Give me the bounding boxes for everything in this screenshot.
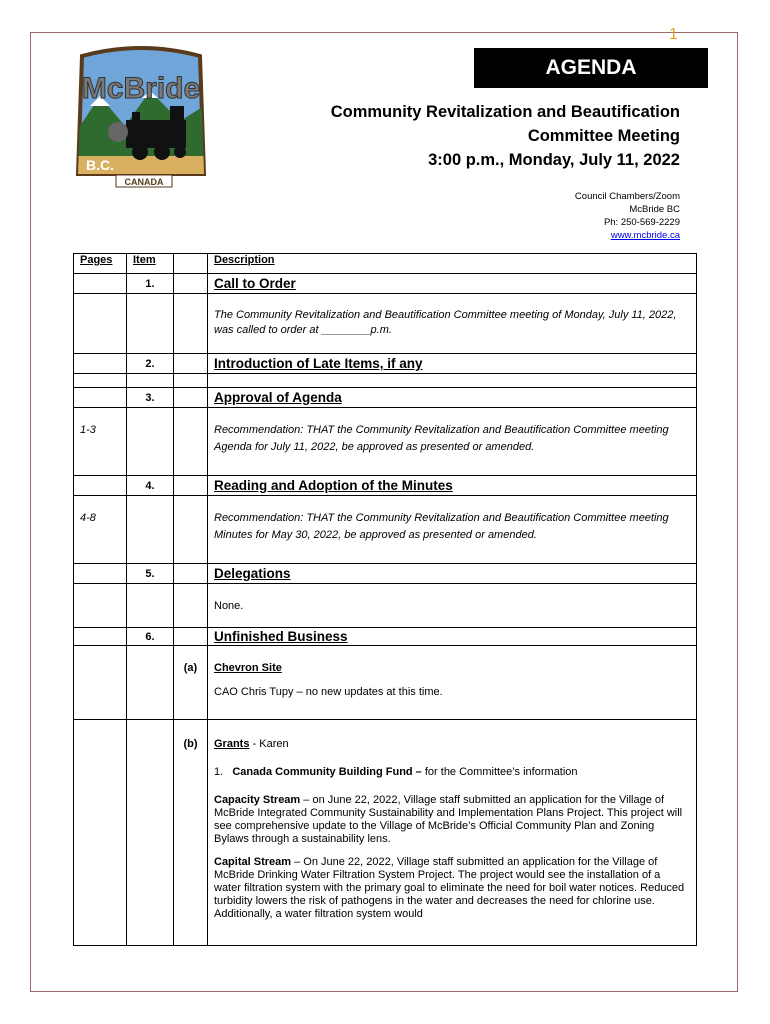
meeting-title: [331, 100, 680, 172]
header-item: Item: [127, 254, 174, 274]
table-row: [74, 354, 697, 374]
header-description: Description: [208, 254, 697, 274]
logo-country: CANADA: [124, 177, 164, 187]
section-title: Introduction of Late Items, if any: [208, 354, 697, 374]
header-sub: [174, 254, 208, 274]
item-number: 1.: [127, 274, 174, 294]
sub-item-title: Chevron Site: [214, 662, 282, 674]
table-header-row: [74, 254, 697, 274]
table-row: [74, 388, 697, 408]
table-row: [74, 476, 697, 496]
item-number: 6.: [127, 628, 174, 646]
contact-phone: Ph: 250-569-2229: [603, 217, 680, 228]
pages-ref: 1-3: [74, 408, 127, 476]
sub-item-label: (a): [174, 646, 208, 720]
list-item-text: for the Committee’s information: [421, 766, 578, 778]
capacity-stream-label: Capacity Stream: [214, 794, 301, 806]
title-line-2: Committee Meeting: [527, 127, 680, 145]
section-title: Reading and Adoption of the Minutes: [208, 476, 697, 496]
item-number: 5.: [127, 564, 174, 584]
contact-block: [575, 190, 680, 242]
table-row: [74, 496, 697, 564]
table-row: [74, 564, 697, 584]
section-title: Delegations: [208, 564, 697, 584]
agenda-banner: AGENDA: [474, 48, 708, 88]
sub-item-title: Grants: [214, 738, 250, 750]
table-row: [74, 408, 697, 476]
website-link[interactable]: www.mcbride.ca: [610, 230, 680, 241]
item-text: None.: [208, 584, 697, 628]
list-number: 1.: [214, 766, 224, 778]
item-text: Recommendation: THAT the Community Revitalization and Beautification Committee meeting Minutes for May 30, 2022, be approved as presented or amended.: [208, 496, 697, 564]
capital-stream-text: – On June 22, 2022, Village staff submitted an application for the Village of McBride Drinking Water Filtration System Project. The project would see the installation of a water filtration system with the primary goal to eliminate the need for boil water notices. Reduced turbidity lowers the risk of pathogens in the water and decreases the need for chlorine use. Additionally, a water filtration system would: [214, 856, 685, 920]
capital-stream-label: Capital Stream: [214, 856, 292, 868]
table-row: [74, 720, 697, 946]
item-text: Recommendation: THAT the Community Revitalization and Beautification Committee meeting Agenda for July 11, 2022, be approved as presented or amended.: [208, 408, 697, 476]
header-pages: Pages: [74, 254, 127, 274]
logo-province: B.C.: [86, 157, 114, 173]
logo-name: McBride: [81, 72, 201, 105]
table-row: [74, 374, 697, 388]
item-text: The Community Revitalization and Beautification Committee meeting of Monday, July 11, 2022, was called to order at ________p.m.: [208, 294, 697, 354]
sub-item-label: (b): [174, 720, 208, 946]
table-row: [74, 294, 697, 354]
section-title: Call to Order: [208, 274, 697, 294]
contact-town: McBride BC: [629, 204, 680, 215]
agenda-table: [73, 253, 697, 946]
pages-ref: 4-8: [74, 496, 127, 564]
section-title: Approval of Agenda: [208, 388, 697, 408]
contact-location: Council Chambers/Zoom: [574, 191, 680, 202]
table-row: [74, 646, 697, 720]
title-line-1: Community Revitalization and Beautification: [330, 103, 680, 121]
table-row: [74, 584, 697, 628]
sub-item-title-suffix: - Karen: [249, 738, 289, 750]
table-row: [74, 628, 697, 646]
item-number: 4.: [127, 476, 174, 496]
list-item-bold: Canada Community Building Fund –: [232, 766, 422, 778]
item-number: 3.: [127, 388, 174, 408]
section-title: Unfinished Business: [208, 628, 697, 646]
table-row: [74, 274, 697, 294]
page-number: 1: [669, 26, 678, 43]
mcbride-logo: [70, 46, 212, 190]
title-line-3: 3:00 p.m., Monday, July 11, 2022: [428, 151, 680, 169]
item-number: 2.: [127, 354, 174, 374]
capacity-stream-text: – on June 22, 2022, Village staff submitted an application for the Village of McBride Integrated Community Sustainability and Implementation Plans Project. This project will see comprehensive update to the Village of McBride’s Official Community Plan and Zoning Bylaws through a sustainability lens.: [214, 794, 683, 845]
sub-item-text: CAO Chris Tupy – no new updates at this time.: [214, 686, 443, 698]
